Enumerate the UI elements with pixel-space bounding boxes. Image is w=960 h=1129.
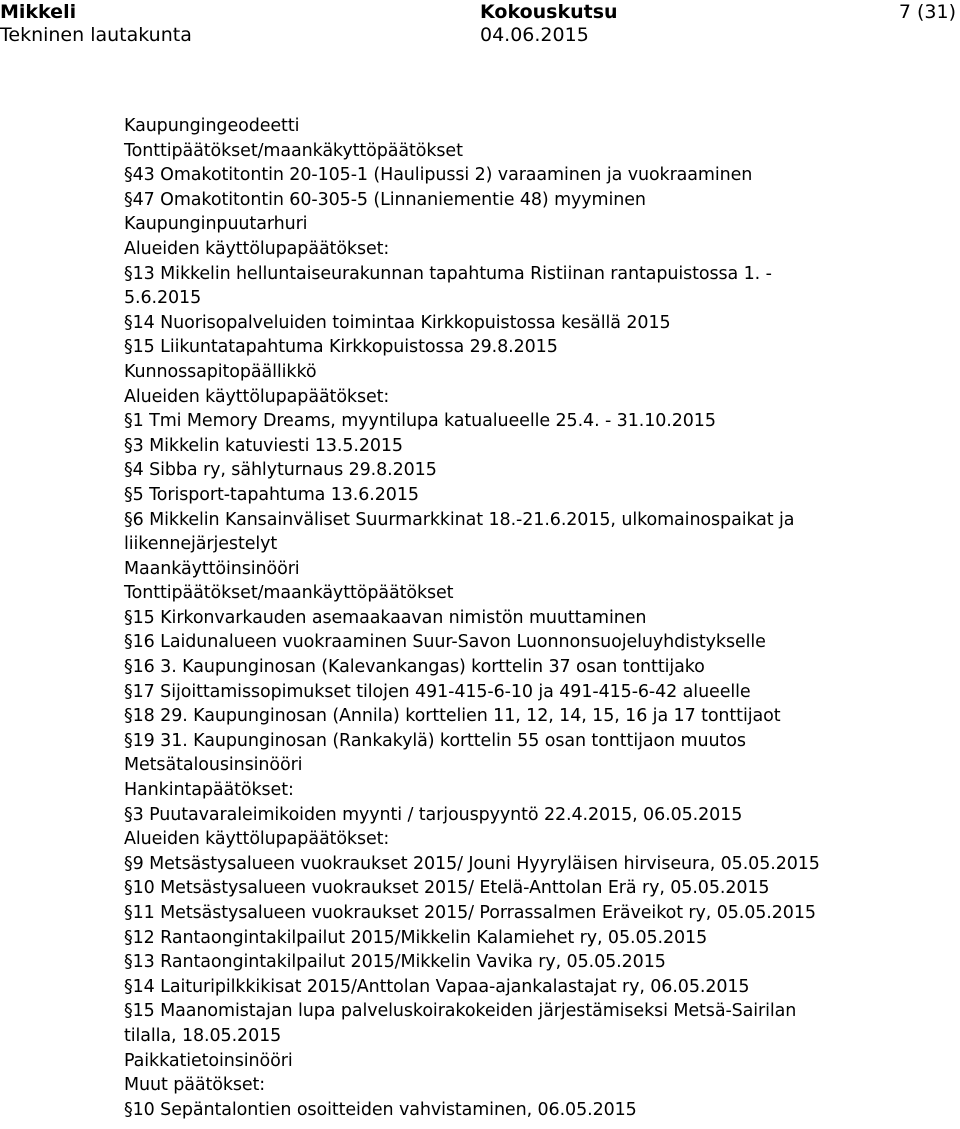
decision-item-continuation: liikennejärjestelyt xyxy=(124,534,278,555)
decision-item: §3 Mikkelin katuviesti 13.5.2015 xyxy=(124,435,403,456)
subsection-heading: Alueiden käyttölupapäätökset: xyxy=(124,238,390,259)
decision-item: §19 31. Kaupunginosan (Rankakylä) korttelin 55 osan tonttijaon muutos xyxy=(124,730,746,751)
decision-item: §13 Rantaongintakilpailut 2015/Mikkelin Vavika ry, 05.05.2015 xyxy=(124,952,666,973)
decision-item: §47 Omakotitontin 60-305-5 (Linnaniementie 48) myyminen xyxy=(124,189,646,210)
section-heading: Paikkatietoinsinööri xyxy=(124,1050,293,1071)
decision-item: §13 Mikkelin helluntaiseurakunnan tapahtuma Ristiinan rantapuistossa 1. - xyxy=(124,263,772,284)
subsection-heading: Tonttipäätökset/maankäkyttöpäätökset xyxy=(124,140,463,161)
document-type: Kokouskutsu xyxy=(480,1,618,23)
page-number: 7 (31) xyxy=(898,1,956,23)
decision-item: §4 Sibba ry, sählyturnaus 29.8.2015 xyxy=(124,460,437,481)
subsection-heading: Muut päätökset: xyxy=(124,1075,266,1096)
decision-item-continuation: tilalla, 18.05.2015 xyxy=(124,1025,282,1046)
decision-item: §17 Sijoittamissopimukset tilojen 491-415-6-10 ja 491-415-6-42 alueelle xyxy=(124,681,751,702)
committee-name: Tekninen lautakunta xyxy=(0,24,192,46)
decision-item: §9 Metsästysalueen vuokraukset 2015/ Jouni Hyyryläisen hirviseura, 05.05.2015 xyxy=(124,853,820,874)
decision-item: §43 Omakotitontin 20-105-1 (Haulipussi 2) varaaminen ja vuokraaminen xyxy=(124,165,753,186)
decision-list xyxy=(124,114,950,1122)
decision-item: §14 Nuorisopalveluiden toimintaa Kirkkopuistossa kesällä 2015 xyxy=(124,312,671,333)
decision-item: §18 29. Kaupunginosan (Annila) korttelien 11, 12, 14, 15, 16 ja 17 tonttijaot xyxy=(124,706,781,727)
section-heading: Maankäyttöinsinööri xyxy=(124,558,300,579)
meeting-date: 04.06.2015 xyxy=(480,24,589,46)
decision-item: §15 Maanomistajan lupa palveluskoirakokeiden järjestämiseksi Metsä-Sairilan xyxy=(124,1001,797,1022)
subsection-heading: Hankintapäätökset: xyxy=(124,780,294,801)
decision-item: §6 Mikkelin Kansainväliset Suurmarkkinat 18.-21.6.2015, ulkomainospaikat ja xyxy=(124,509,795,530)
decision-item: §15 Liikuntatapahtuma Kirkkopuistossa 29.8.2015 xyxy=(124,337,558,358)
section-heading: Kaupunginpuutarhuri xyxy=(124,214,308,235)
decision-item: §1 Tmi Memory Dreams, myyntilupa katualueelle 25.4. - 31.10.2015 xyxy=(124,411,716,432)
subsection-heading: Alueiden käyttölupapäätökset: xyxy=(124,386,390,407)
organization-name: Mikkeli xyxy=(0,1,77,23)
decision-item: §16 Laidunalueen vuokraaminen Suur-Savon Luonnonsuojeluyhdistykselle xyxy=(124,632,766,653)
section-heading: Kaupungingeodeetti xyxy=(124,116,300,136)
decision-item: §15 Kirkonvarkauden asemaakaavan nimistön muuttaminen xyxy=(124,607,647,628)
decision-item-continuation: 5.6.2015 xyxy=(124,288,202,309)
subsection-heading: Tonttipäätökset/maankäyttöpäätökset xyxy=(124,583,454,604)
decision-item: §10 Metsästysalueen vuokraukset 2015/ Etelä-Anttolan Erä ry, 05.05.2015 xyxy=(124,878,770,899)
decision-item: §16 3. Kaupunginosan (Kalevankangas) korttelin 37 osan tonttijako xyxy=(124,657,705,678)
decision-item: §11 Metsästysalueen vuokraukset 2015/ Porrassalmen Eräveikot ry, 05.05.2015 xyxy=(124,903,816,923)
decision-item: §14 Laituripilkkikisat 2015/Anttolan Vapaa-ajankalastajat ry, 06.05.2015 xyxy=(124,976,750,997)
decision-item: §12 Rantaongintakilpailut 2015/Mikkelin Kalamiehet ry, 05.05.2015 xyxy=(124,927,708,948)
section-heading: Metsätalousinsinööri xyxy=(124,755,303,776)
decision-item: §3 Puutavaraleimikoiden myynti / tarjouspyyntö 22.4.2015, 06.05.2015 xyxy=(124,804,743,825)
decision-item: §10 Sepäntalontien osoitteiden vahvistaminen, 06.05.2015 xyxy=(124,1099,637,1120)
decision-item: §5 Torisport-tapahtuma 13.6.2015 xyxy=(124,484,419,505)
section-heading: Kunnossapitopäällikkö xyxy=(124,361,317,382)
subsection-heading: Alueiden käyttölupapäätökset: xyxy=(124,829,390,850)
